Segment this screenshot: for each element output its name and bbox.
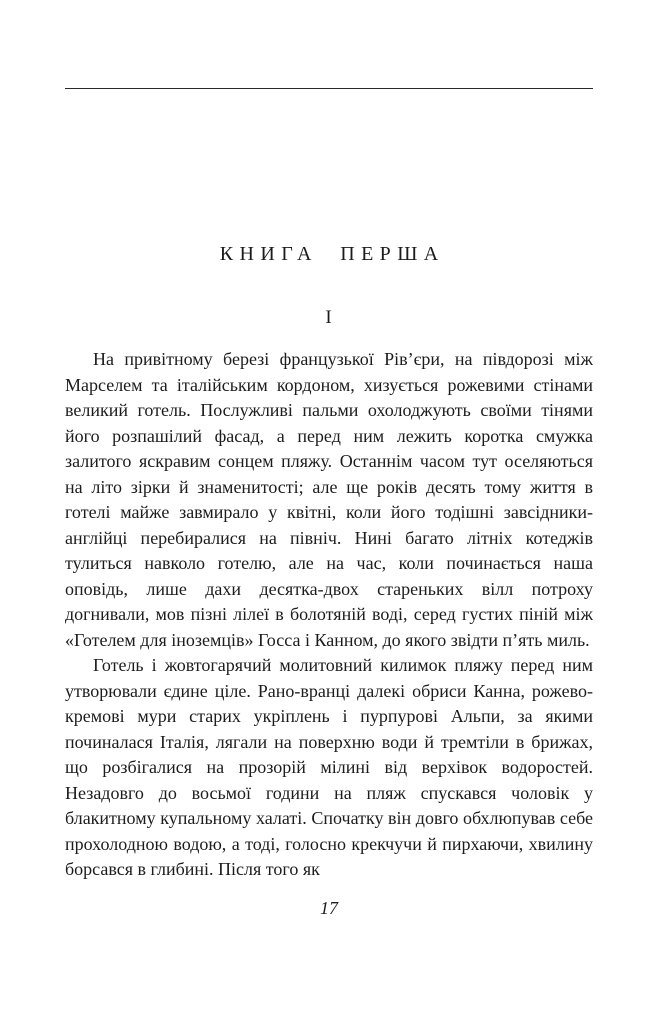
body-text xyxy=(65,347,593,883)
chapter-number: I xyxy=(325,307,333,328)
header-rule xyxy=(65,88,593,89)
page-content xyxy=(0,88,658,919)
book-part-title: КНИГА ПЕРША xyxy=(219,243,445,265)
paragraph-2: Готель і жовтогарячий молитовний килимок пляжу перед ним утворювали єдине ціле. Рано-вранці далекі обриси Канна, рожево-кремові мури старих укріплень і пурпурові Альпи, за якими починалася Італія, лягали на поверхню води й тремтіли в брижах, що розбігалися на прозорій мілині від верхівок водоростей. Незадовго до восьмої години на пляж спускався чоловік у блакитному купальному халаті. Спочатку він довго обхлюпував себе прохолодною водою, а тоді, голосно крекчучи й пирхаючи, хвилину борсався в глибині. Після того як xyxy=(65,655,593,879)
paragraph-1: На привітному березі французької Рів’єри, на півдорозі між Марселем та італійським кордоном, хизується рожевими стінами великий готель. Послужливі пальми охолоджують своїми тінями його розпашілий фасад, а перед ним лежить коротка смужка залитого яскравим сонцем пляжу. Останнім часом тут оселяються на літо зірки й знаменитості; але ще років десять тому життя в готелі майже завмирало у квітні, коли його тодішні завсідники-англійці перебиралися на північ. Нині багато літніх котеджів тулиться навколо готелю, але на час, коли починається наша оповідь, лише дахи десятка-двох стареньких вілл потроху догнивали, мов пізні лілеї в болотяній воді, серед густих піній між «Готелем для іноземців» Госса і Канном, до якого звідти п’ять миль. xyxy=(65,349,593,650)
page-number: 17 xyxy=(320,897,338,918)
